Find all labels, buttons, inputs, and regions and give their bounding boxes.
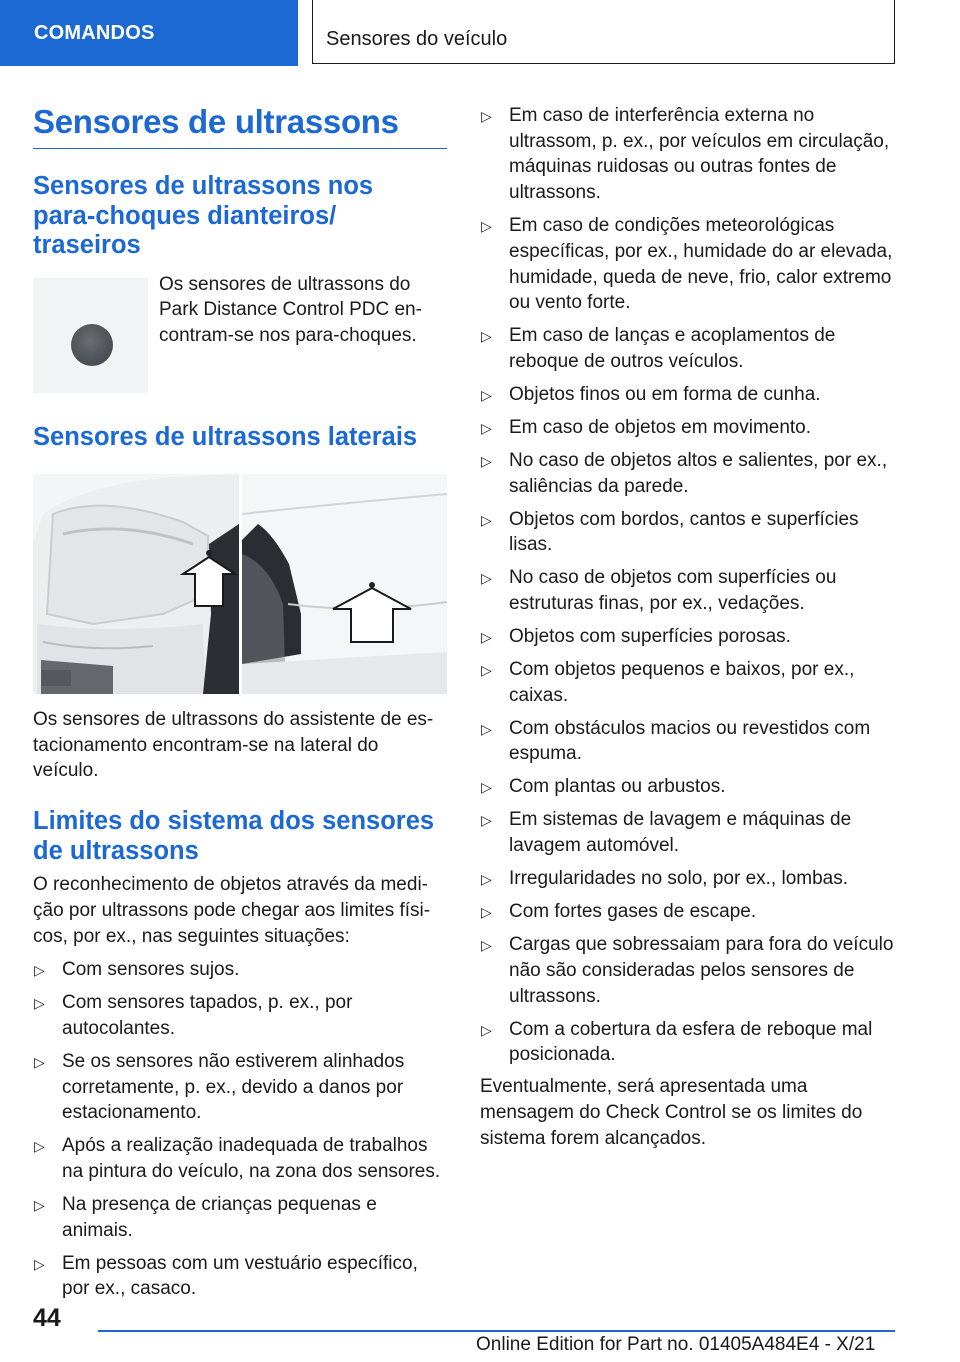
bullet-triangle-icon: ▷	[34, 1255, 45, 1272]
bullet-triangle-icon: ▷	[481, 452, 492, 469]
bullet-triangle-icon: ▷	[34, 1053, 45, 1070]
list-item: ▷ Em pessoas com um vestuário específico, por ex., casaco.	[34, 1252, 418, 1300]
section-tab: COMANDOS	[0, 0, 298, 66]
closing-text: Eventualmente, será apresentada uma mensagem do Check Control se os limites do sistema forem alcançados.	[480, 1076, 863, 1149]
bullet-triangle-icon: ▷	[34, 962, 45, 979]
list-item: ▷ Irregularidades no solo, por ex., lombas.	[480, 866, 895, 892]
bullet-triangle-icon: ▷	[481, 1021, 492, 1038]
list-item: ▷ Com plantas ou arbustos.	[480, 774, 895, 800]
front-rear-figure-row	[33, 273, 447, 393]
chapter-title: Sensores do veículo	[326, 28, 508, 50]
bullet-triangle-icon: ▷	[481, 629, 492, 646]
limits-intro: O reconhecimento de objetos através da medi- ção por ultrassons pode chegar aos limites físi- cos, por ex., nas seguintes situações:	[33, 874, 431, 947]
bullet-triangle-icon: ▷	[481, 511, 492, 528]
side-sensors-illustration	[33, 474, 447, 694]
list-item: ▷ Com sensores tapados, p. ex., por autocolantes.	[34, 992, 353, 1039]
heading-system-limits: Limites do sistema dos sensores de ultrassons	[33, 807, 435, 865]
footer-rule	[98, 1330, 895, 1332]
list-item: ▷ Em caso de lanças e acoplamentos de reboque de outros veículos.	[481, 325, 836, 372]
list-item: ▷ Em caso de objetos em movimento.	[480, 415, 895, 441]
bullet-triangle-icon: ▷	[34, 995, 45, 1012]
list-item: ▷ Objetos com bordos, cantos e superfícies lisas.	[481, 508, 859, 556]
list-item: ▷ Na presença de crianças pequenas e animais.	[34, 1194, 377, 1241]
bullet-triangle-icon: ▷	[481, 218, 492, 235]
edition-note: Online Edition for Part no. 01405A484E4 - X/21	[476, 1334, 876, 1355]
bullet-triangle-icon: ▷	[481, 812, 492, 829]
list-item: ▷ Objetos com superfícies porosas.	[480, 624, 895, 650]
list-item: ▷ Em caso de condições meteorológicas específicas, por ex., humidade do ar elevada, humidade, queda de neve, frio, calor extremo ou vento forte.	[481, 215, 893, 314]
list-item: ▷ Em caso de interferência externa no ultrassom, p. ex., por veículos em circulação, máquinas ruidosas ou outras fontes de ultrassons.	[481, 105, 890, 204]
heading-side-sensors: Sensores de ultrassons laterais	[33, 422, 418, 451]
side-sensors-text: Os sensores de ultrassons do assistente de es- tacionamento encontram-se na lateral do veículo.	[33, 709, 434, 782]
right-column	[480, 103, 895, 1151]
bullet-triangle-icon: ▷	[481, 871, 492, 888]
bullet-triangle-icon: ▷	[481, 662, 492, 679]
bullet-triangle-icon: ▷	[481, 570, 492, 587]
bullet-triangle-icon: ▷	[481, 720, 492, 737]
list-item: ▷ Com objetos pequenos e baixos, por ex., caixas.	[481, 659, 855, 706]
limits-list-right	[480, 103, 895, 1068]
list-item: ▷ Após a realização inadequada de trabalhos na pintura do veículo, na zona dos sensores.	[34, 1135, 441, 1183]
list-item: ▷ Em sistemas de lavagem e máquinas de lavagem automóvel.	[481, 809, 852, 857]
list-item: ▷ Com sensores sujos.	[33, 957, 447, 983]
bullet-triangle-icon: ▷	[481, 419, 492, 436]
heading-front-rear-sensors: Sensores de ultrassons nos para-choques dianteiros/ traseiros	[33, 172, 374, 259]
bullet-triangle-icon: ▷	[34, 1138, 45, 1155]
list-item: ▷ Objetos finos ou em forma de cunha.	[480, 382, 895, 408]
list-item: ▷ Se os sensores não estiverem alinhados corretamente, p. ex., devido a danos por estacionamento.	[34, 1050, 405, 1124]
bullet-triangle-icon: ▷	[34, 1197, 45, 1214]
bullet-triangle-icon: ▷	[481, 779, 492, 796]
bullet-triangle-icon: ▷	[481, 937, 492, 954]
front-rear-text: Os sensores de ultrassons do Park Distance Control PDC en- contram-se nos para-choques.	[159, 273, 422, 346]
bullet-triangle-icon: ▷	[481, 386, 492, 403]
bullet-triangle-icon: ▷	[481, 904, 492, 921]
list-item: ▷ No caso de objetos altos e salientes, por ex., saliências da parede.	[481, 449, 888, 497]
bullet-triangle-icon: ▷	[481, 108, 492, 124]
ultrasonic-sensor-icon	[71, 324, 113, 366]
page-number: 44	[33, 1304, 61, 1332]
limits-list-left	[33, 957, 447, 1302]
page-title: Sensores de ultrassons	[33, 96, 447, 149]
list-item: ▷ Com a cobertura da esfera de reboque mal posicionada.	[481, 1018, 873, 1066]
bullet-triangle-icon: ▷	[481, 328, 492, 345]
list-item: ▷ Com fortes gases de escape.	[480, 899, 895, 925]
list-item: ▷ Cargas que sobressaiam para fora do veículo não são consideradas pelos sensores de ultrassons.	[481, 934, 894, 1007]
list-item: ▷ Com obstáculos macios ou revestidos com espuma.	[481, 717, 871, 765]
side-sensors-photo	[33, 474, 447, 694]
list-item: ▷ No caso de objetos com superfícies ou estruturas finas, por ex., vedações.	[481, 567, 837, 615]
sensor-photo	[33, 278, 148, 393]
left-column	[33, 96, 447, 1309]
page-header	[0, 0, 960, 66]
